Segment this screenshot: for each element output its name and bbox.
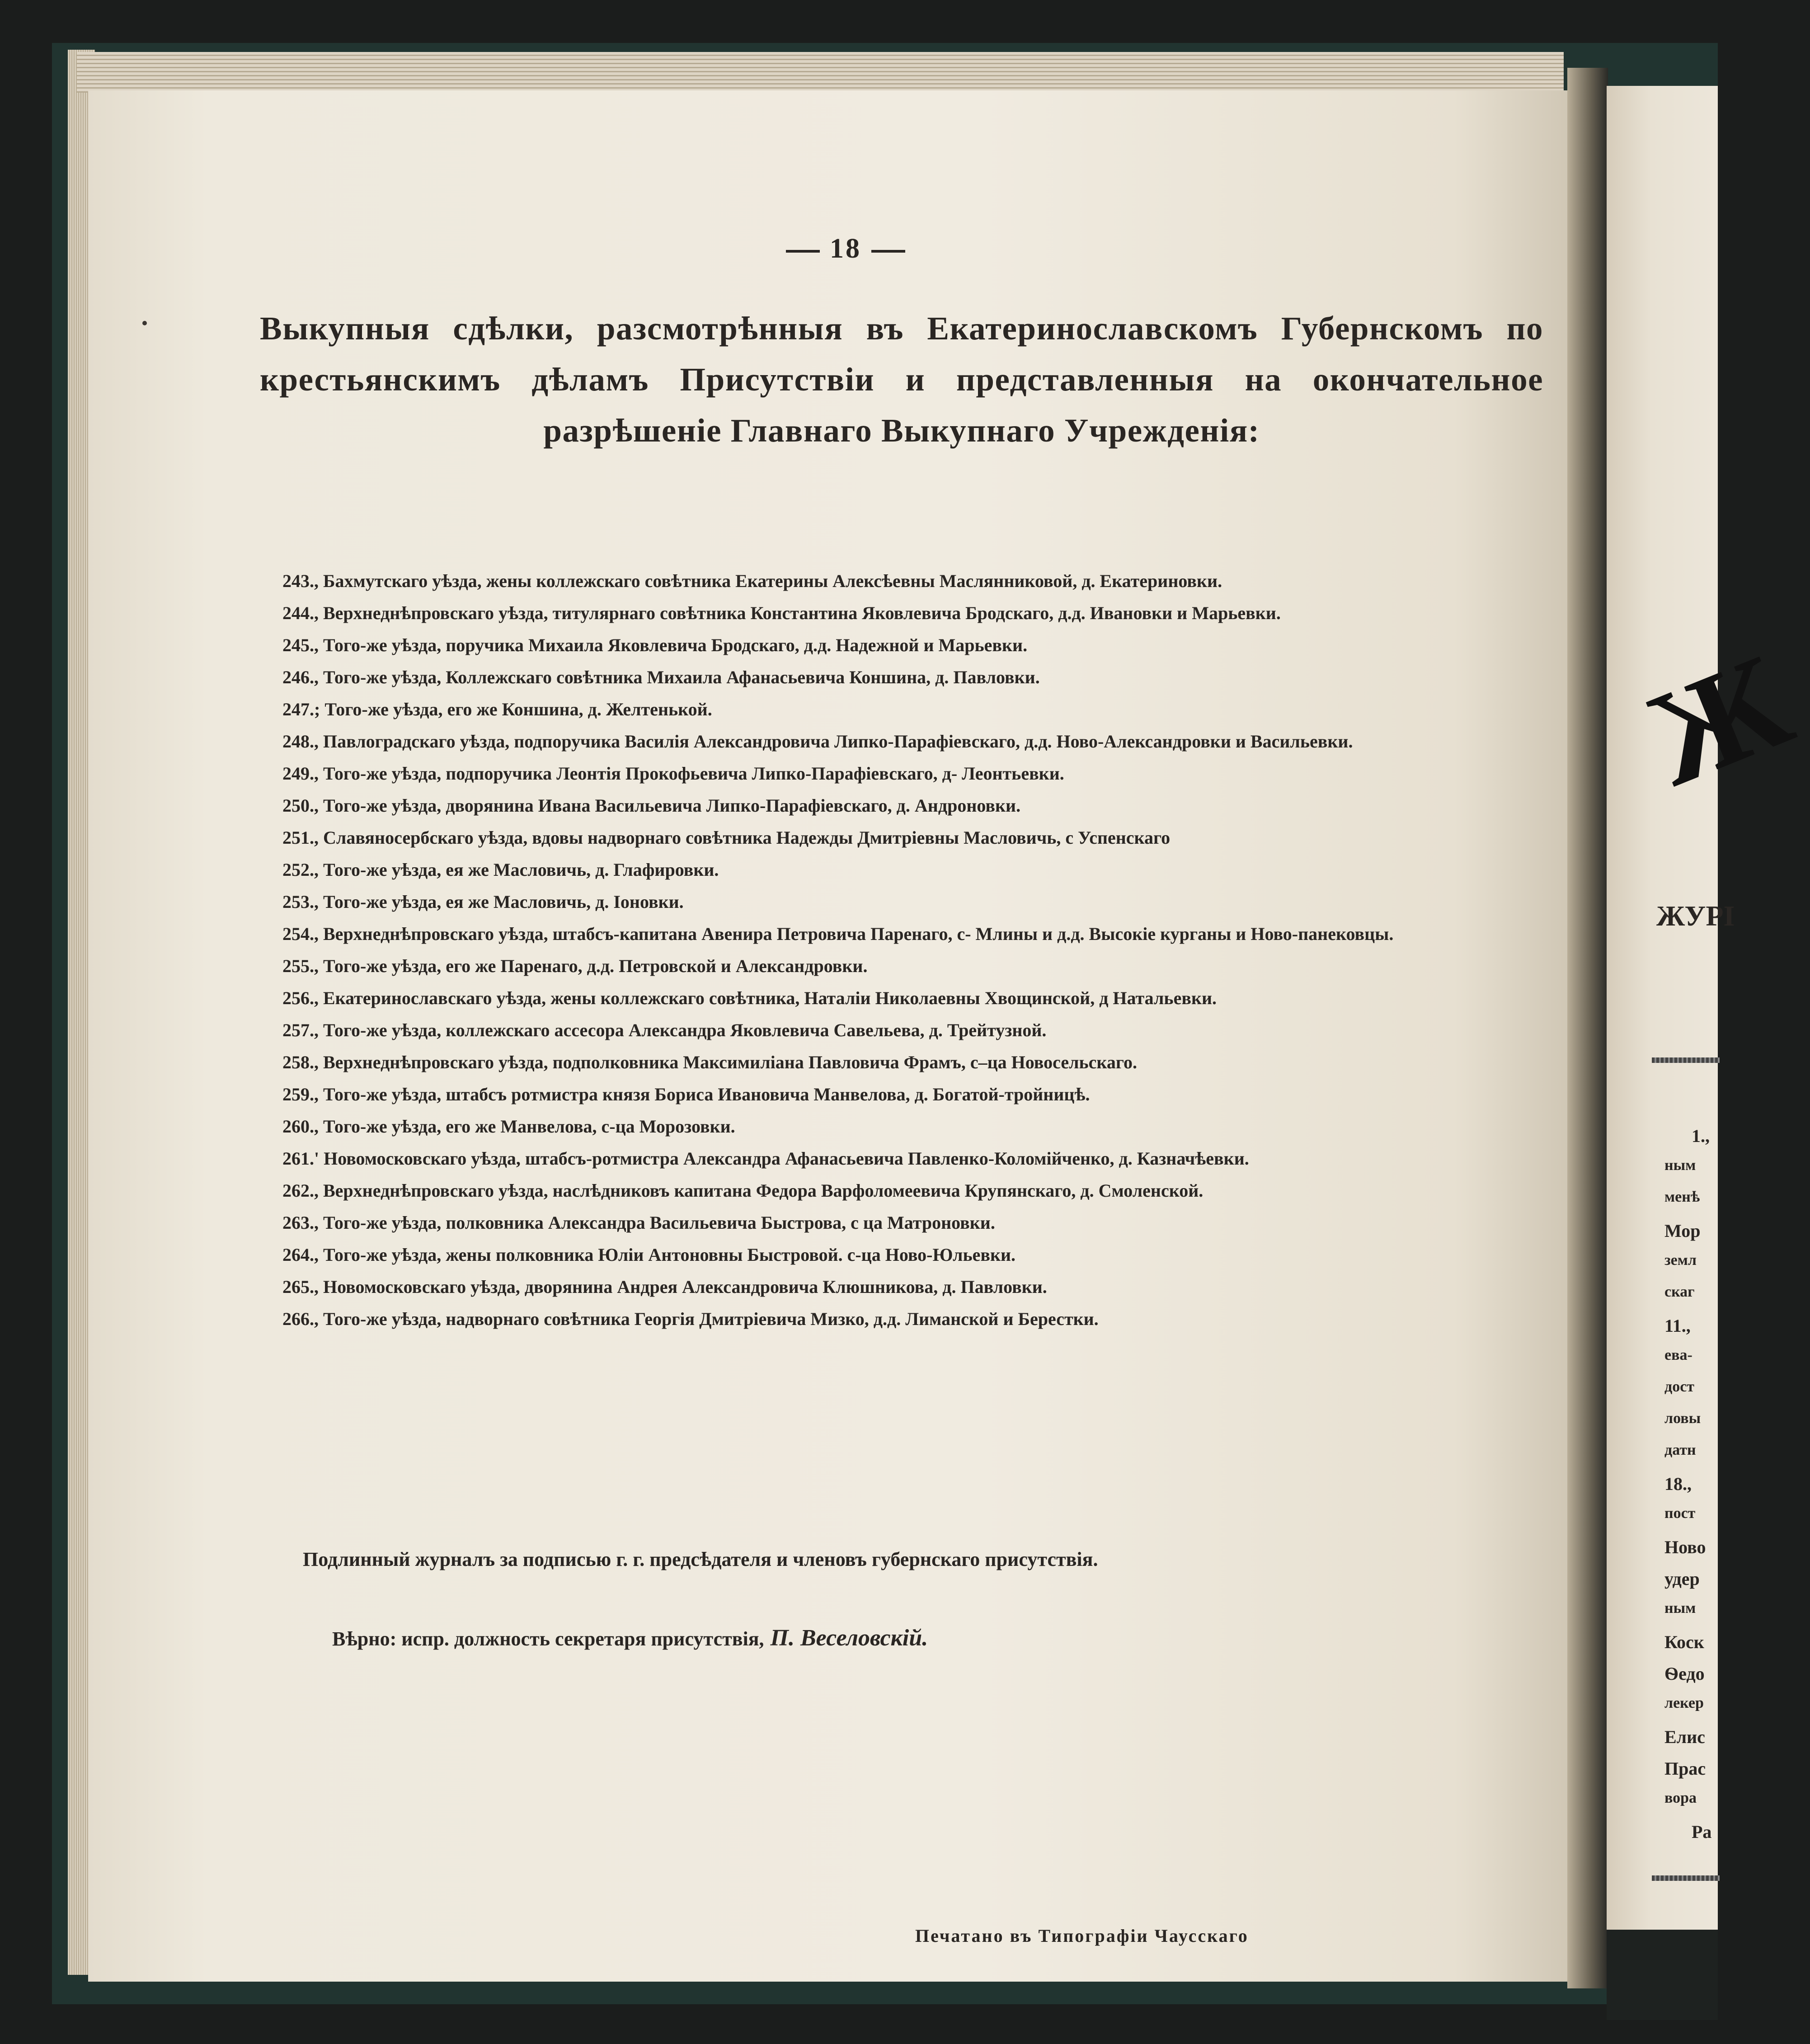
right-line: удер [1664,1569,1700,1589]
right-page-heading: ЖУРІ [1656,900,1735,932]
page-number [88,233,915,265]
right-line: вора [1664,1790,1697,1806]
right-page [1607,86,1809,1930]
right-line: Коск [1664,1632,1704,1652]
list-item: 260., Того-же уѣзда, его же Манвелова, с-ца Морозовки. [282,1116,735,1137]
right-line: 18., [1664,1474,1692,1494]
list-item: 253., Того-же уѣзда, ея же Масловичь, д. Іоновки. [282,892,684,912]
right-line: скаг [1664,1283,1695,1300]
right-line: Ново [1664,1537,1706,1557]
list-item: 251., Славяносербскаго уѣзда, вдовы надворнаго совѣтника Надежды Дмитріевны Масловичь, с Успенскаго [282,827,1171,848]
list-item: 266., Того-же уѣзда, надворнаго совѣтника Георгія Дмитріевича Мизко, д.д. Лиманской и Берестки. [282,1309,1099,1329]
list-item: 257., Того-же уѣзда, коллежскаго ассесора Александра Яковлевича Савельева, д. Трейтузной. [282,1020,1047,1040]
right-line: 11., [1664,1316,1691,1336]
right-line: ловы [1664,1410,1701,1427]
list-item: 254., Верхнеднѣпровскаго уѣзда, штабсъ-капитана Авенира Петровича Паренаго, с- Млины и д.д. Высокіе курганы и Ново-панековцы. [282,924,1394,944]
list-item: 243., Бахмутскаго уѣзда, жены коллежскаго совѣтника Екатерины Алексѣевны Маслянниковой, д. Екатериновки. [282,571,1222,591]
right-line: пост [1664,1505,1696,1522]
list-item: 244., Верхнеднѣпровскаго уѣзда, титулярнаго совѣтника Константина Яковлевича Бродскаго, д.д. Ивановки и Марьевки. [282,603,1281,623]
right-line: ным [1664,1157,1696,1174]
list-item: 248., Павлоградскаго уѣзда, подпоручика Василія Александровича Липко-Парафіевскаго, д.д. Ново-Александровки и Васильевки. [282,731,1353,752]
page-heading: Выкупныя сдѣлки, разсмотрѣнныя въ Екатеринославскомъ Губернскомъ по крестьянскимъ дѣламъ Присутствіи и представленныя на окончательное разрѣшеніе Главнаго Выкупнаго Учрежденія: [260,310,1543,449]
decorative-letter: Ж [1628,625,1809,814]
signature: П. Веселовскій. [770,1625,928,1651]
right-line: земл [1664,1252,1697,1269]
list-item: 245., Того-же уѣзда, поручика Михаила Яковлевича Бродскаго, д.д. Надежной и Марьевки. [282,635,1028,655]
list-item: 255., Того-же уѣзда, его же Паренаго, д.д. Петровской и Александровки. [282,956,868,976]
right-line: Мор [1664,1221,1701,1241]
right-line: лекер [1664,1695,1704,1711]
attestation [332,1625,928,1651]
list-item: 263., Того-же уѣзда, полковника Александра Васильевича Быстрова, с ца Матроновки. [282,1212,995,1233]
right-line: Ра [1692,1822,1712,1842]
right-line: ным [1664,1600,1696,1616]
right-line: 1., [1692,1126,1710,1146]
divider [1652,1057,1720,1063]
list-item: 265., Новомосковскаго уѣзда, дворянина Андрея Александровича Клюшникова, д. Павловки. [282,1277,1047,1297]
page-number-value: 18 [830,233,861,264]
right-line: датн [1664,1442,1696,1458]
page-top-edges [77,52,1564,93]
list-item: 256., Екатеринославскаго уѣзда, жены коллежскаго совѣтника, Наталіи Николаевны Хвощинской, д Натальевки. [282,988,1217,1008]
book-gutter [1567,68,1608,1988]
dash-left [786,250,820,253]
left-page [88,90,1573,1982]
right-line: дост [1664,1378,1694,1395]
right-line: Ѳедо [1664,1663,1705,1684]
list-item: 258., Верхнеднѣпровскаго уѣзда, подполковника Максимиліана Павловича Фрамъ, с–ца Новосельскаго. [282,1052,1138,1072]
entries-list [262,565,1541,1335]
closing-note: Подлинный журналъ за подписью г. г. предсѣдателя и членовъ губернскаго присутствія. [303,1548,1098,1570]
right-line: ева- [1664,1347,1692,1363]
list-item: 246., Того-же уѣзда, Коллежскаго совѣтника Михаила Афанасьевича Коншина, д. Павловки. [282,667,1040,687]
list-item: 250., Того-же уѣзда, дворянина Ивана Васильевича Липко-Парафіевскаго, д. Андроновки. [282,795,1021,816]
right-line: Прас [1664,1758,1706,1779]
attestation-text: Вѣрно: испр. должность секретаря присутствія, [332,1628,764,1650]
printer-imprint: Печатано въ Типографіи Чаусскаго [915,1926,1249,1946]
dash-right [871,250,905,253]
right-line: менѣ [1664,1189,1700,1205]
list-item: 259., Того-же уѣзда, штабсъ ротмистра князя Бориса Ивановича Манвелова, д. Богатой-тройницѣ. [282,1084,1090,1104]
list-item: 252., Того-же уѣзда, ея же Масловичь, д. Глафировки. [282,860,719,880]
list-item: 249., Того-же уѣзда, подпоручика Леонтія Прокофьевича Липко-Парафіевскаго, д- Леонтьевки. [282,763,1064,784]
divider [1652,1875,1720,1881]
list-item: 264., Того-же уѣзда, жены полковника Юліи Антоновны Быстровой. с-ца Ново-Юльевки. [282,1245,1016,1265]
list-item: 261.' Новомосковскаго уѣзда, штабсъ-ротмистра Александра Афанасьевича Павленко-Коломійченко, д. Казначѣевки. [282,1148,1249,1169]
right-line: Елис [1664,1727,1705,1747]
list-item: 262., Верхнеднѣпровскаго уѣзда, наслѣдниковъ капитана Федора Варфоломеевича Крупянскаго, д. Смоленской. [282,1180,1204,1201]
book-binding-bottom [1607,1930,1718,2020]
ink-speck [142,321,147,325]
list-item: 247.; Того-же уѣзда, его же Коншина, д. Желтенькой. [282,699,712,719]
